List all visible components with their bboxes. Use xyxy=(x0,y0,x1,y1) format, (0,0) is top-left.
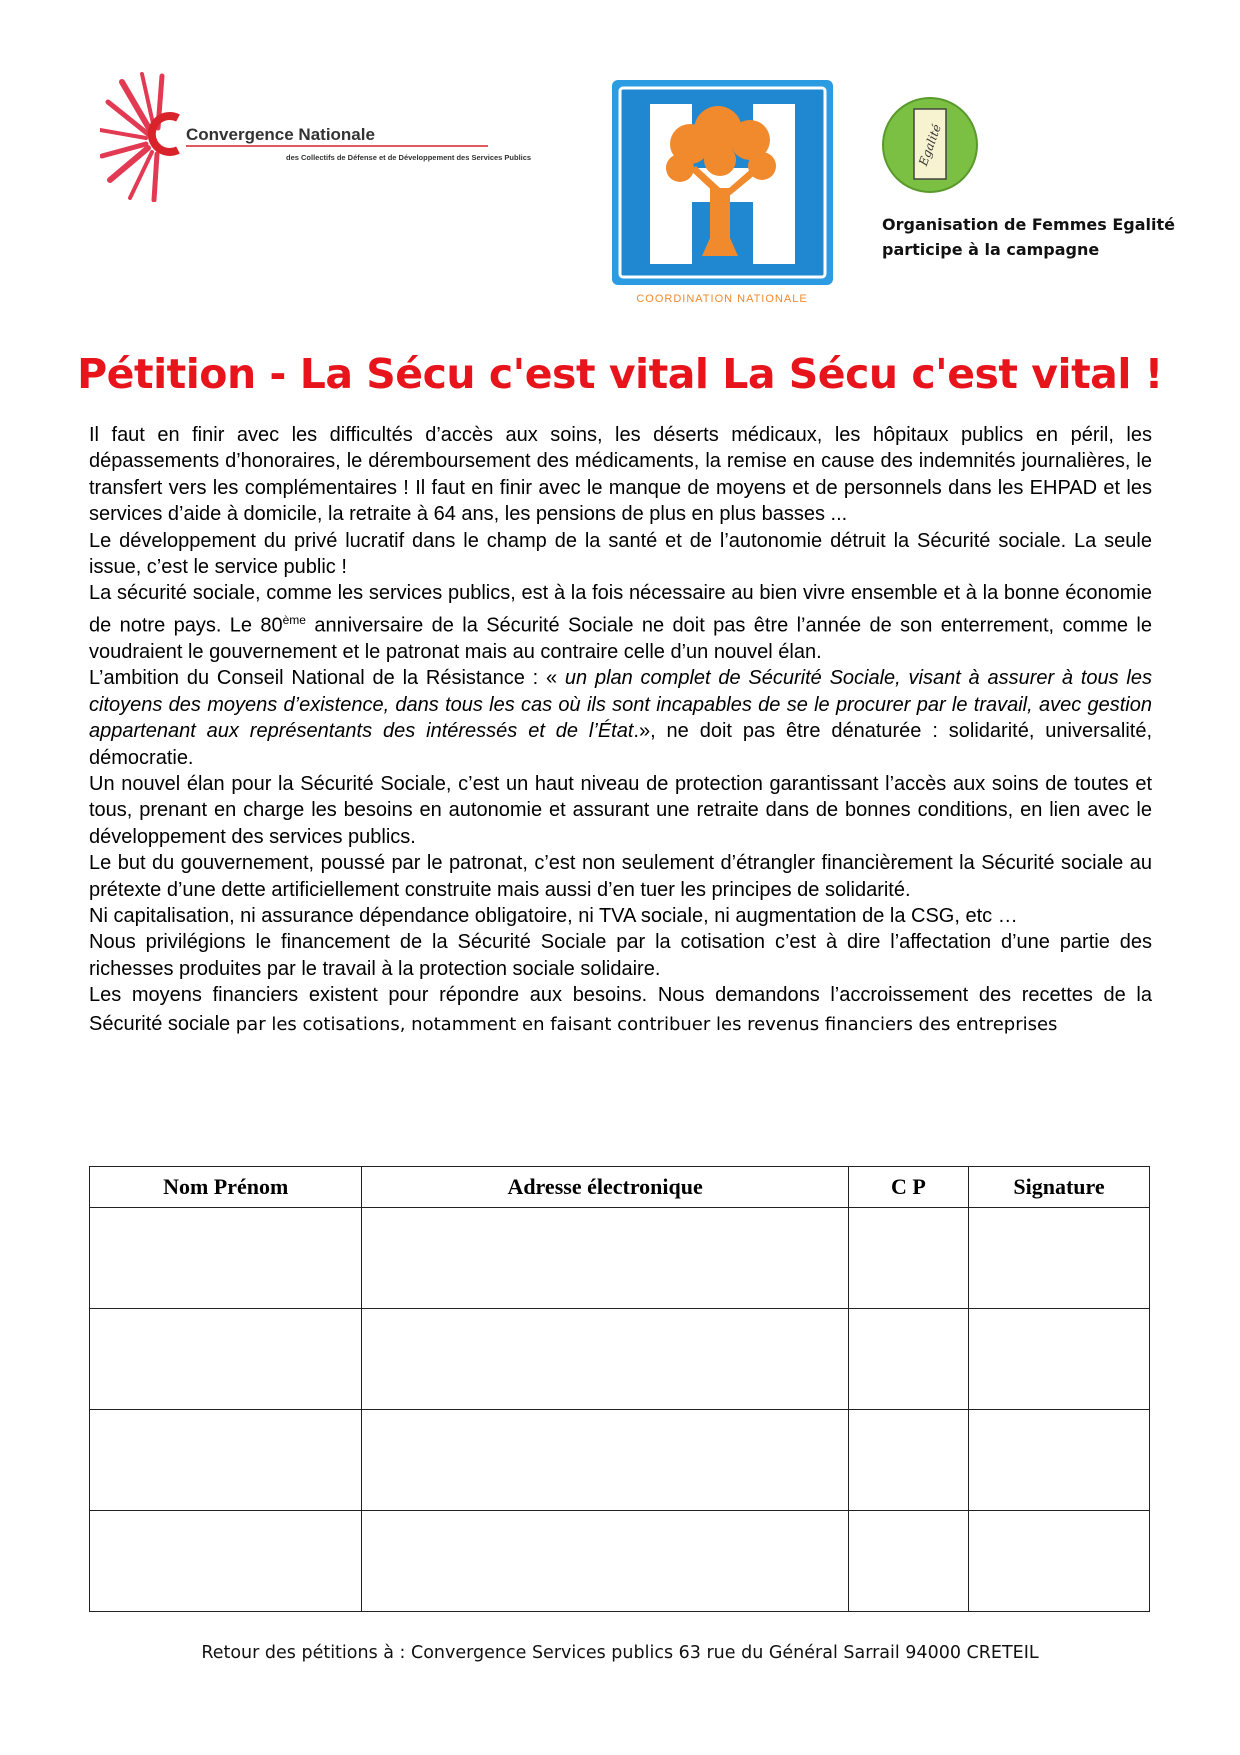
table-row xyxy=(90,1309,1150,1410)
superscript-eme: ème xyxy=(282,612,306,627)
cell-signature[interactable] xyxy=(969,1410,1150,1511)
cell-email[interactable] xyxy=(362,1208,848,1309)
cell-signature[interactable] xyxy=(969,1309,1150,1410)
paragraph-4 xyxy=(89,665,1152,771)
paragraph-6: Le but du gouvernement, poussé par le patronat, c’est non seulement d’étrangler financièrement la Sécurité sociale au prétexte d’une dette artificiellement construite mais aussi d’en tuer les principes de solidarité. xyxy=(89,852,1152,901)
org-note-line1: Organisation de Femmes Egalité xyxy=(882,215,1175,234)
table-row xyxy=(90,1208,1150,1309)
egalite-logo xyxy=(880,95,980,195)
convergence-logo-subtitle: des Collectifs de Défense et de Développement des Services Publics xyxy=(286,153,532,162)
cell-name[interactable] xyxy=(90,1208,362,1309)
cell-email[interactable] xyxy=(362,1511,848,1612)
cell-signature[interactable] xyxy=(969,1208,1150,1309)
cnr-quote: un plan complet de Sécurité Sociale, visant à assurer à tous les citoyens des moyens d’existence, dans tous les cas où ils sont incapables de se le procurer par le travail, avec gestion appartenant aux représentants des intéressés et de l’État xyxy=(89,667,1153,743)
cell-email[interactable] xyxy=(362,1309,848,1410)
paragraph-7: Ni capitalisation, ni assurance dépendance obligatoire, ni TVA sociale, ni augmentation de la CSG, etc … xyxy=(89,904,1018,927)
paragraph-5: Un nouvel élan pour la Sécurité Sociale, c’est un haut niveau de protection garantissant l’accès aux soins de toutes et tous, prenant en charge les besoins en autonomie et assurant une retraite dans de bonnes conditions, en lien avec le développement des services publics. xyxy=(89,772,1152,848)
paragraph-4-start: L’ambition du Conseil National de la Résistance : « xyxy=(89,667,565,690)
column-header-name: Nom Prénom xyxy=(90,1167,362,1208)
petition-text xyxy=(89,422,1152,1040)
paragraph-9-start: Les moyens financiers existent pour répondre aux besoins. Nous demandons l’accroissement des recettes de la Sécurité sociale xyxy=(89,984,1152,1035)
coordination-logo-caption: COORDINATION NATIONALE xyxy=(636,293,808,305)
return-address-footer: Retour des pétitions à : Convergence Services publics 63 rue du Général Sarrail 94000 CRETEIL xyxy=(201,1643,1039,1663)
paragraph-3 xyxy=(89,580,1152,665)
c-letter-icon xyxy=(152,116,178,152)
paragraph-3-end: anniversaire de la Sécurité Sociale ne doit pas être l’année de son enterrement, comme le voudraient le gouvernement et le patronat mais au contraire celle d’un nouvel élan. xyxy=(89,614,1152,663)
paragraph-2: Le développement du privé lucratif dans le champ de la santé et de l’autonomie détruit la Sécurité sociale. La seule issue, c’est le service public ! xyxy=(89,529,1152,579)
paragraph-4-end: .», ne doit pas être dénaturée : solidarité, universalité, démocratie. xyxy=(89,720,1153,769)
table-header-row xyxy=(90,1167,1150,1208)
cell-email[interactable] xyxy=(362,1410,848,1511)
organisation-note xyxy=(882,212,1182,262)
page-title: Pétition - La Sécu c'est vital La Sécu c'est vital ! xyxy=(77,350,1163,398)
cell-signature[interactable] xyxy=(969,1511,1150,1612)
cell-postcode[interactable] xyxy=(848,1309,968,1410)
cell-postcode[interactable] xyxy=(848,1511,968,1612)
paragraph-9 xyxy=(89,982,1152,1039)
cell-postcode[interactable] xyxy=(848,1208,968,1309)
convergence-logo-name: Convergence Nationale xyxy=(186,125,375,144)
convergence-nationale-logo xyxy=(100,72,590,202)
paragraph-8: Nous privilégions le financement de la Sécurité Sociale par la cotisation c’est à dire l’affectation d’une partie des richesses produites par le travail à la protection sociale solidaire. xyxy=(89,931,1152,980)
cell-postcode[interactable] xyxy=(848,1410,968,1511)
column-header-signature: Signature xyxy=(969,1167,1150,1208)
cell-name[interactable] xyxy=(90,1410,362,1511)
paragraph-3-start: La sécurité sociale, comme les services publics, est à la fois nécessaire au bien vivre ensemble et à la bonne économie de notre pays. Le 80 xyxy=(89,582,1152,637)
paragraph-9-end: par les cotisations, notamment en faisant contribuer les revenus financiers des entreprises xyxy=(235,1013,1058,1035)
signature-table xyxy=(89,1166,1150,1612)
cell-name[interactable] xyxy=(90,1309,362,1410)
coordination-nationale-logo xyxy=(610,78,835,310)
table-row xyxy=(90,1511,1150,1612)
table-row xyxy=(90,1410,1150,1511)
column-header-postcode: C P xyxy=(848,1167,968,1208)
org-note-line2: participe à la campagne xyxy=(882,240,1100,259)
paragraph-1: Il faut en finir avec les difficultés d’accès aux soins, les déserts médicaux, les hôpitaux publics en péril, les dépassements d’honoraires, le déremboursement des médicaments, la remise en cause des indemnités journalières, le transfert vers les complémentaires ! Il faut en finir avec le manque de moyens et de personnels dans les EHPAD et les services d’aide à domicile, la retraite à 64 ans, les pensions de plus en plus basses ... xyxy=(89,424,1152,526)
cell-name[interactable] xyxy=(90,1511,362,1612)
column-header-email: Adresse électronique xyxy=(362,1167,848,1208)
egalite-logo-text: Egalité xyxy=(916,122,944,168)
